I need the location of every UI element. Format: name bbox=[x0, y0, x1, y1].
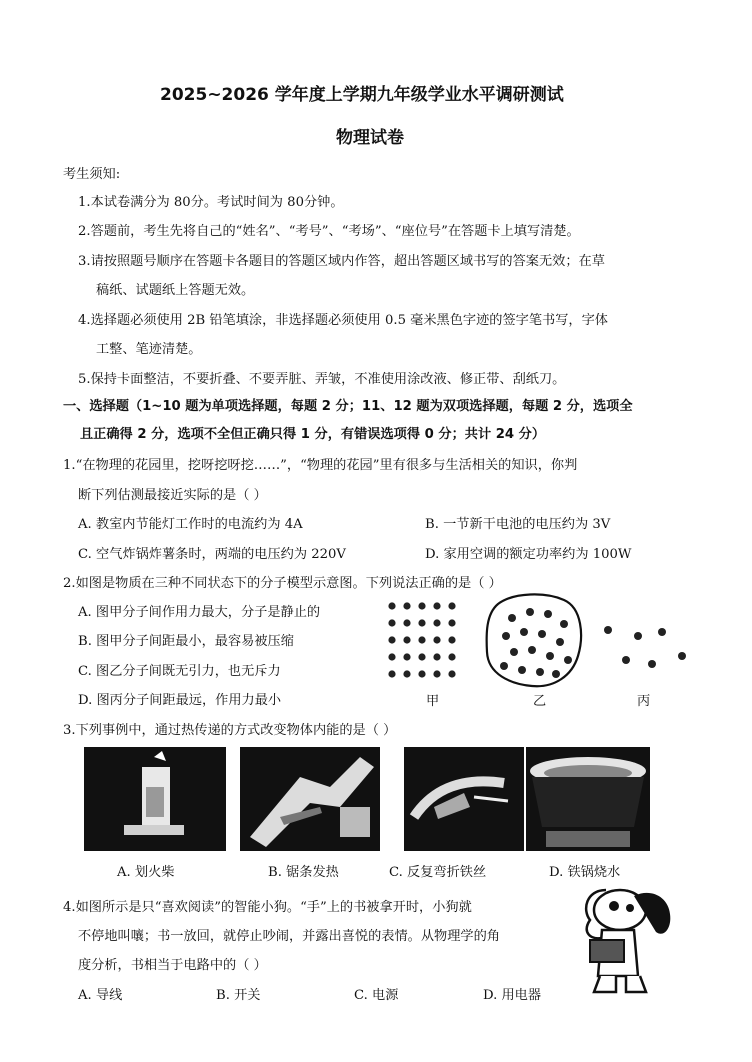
q3-stem: 3.下列事例中，通过热传递的方式改变物体内能的是（ ） bbox=[63, 723, 397, 738]
robot-dog-illustration bbox=[576, 880, 686, 1000]
q1-stem-line1: 1.“在物理的花园里，挖呀挖呀挖……”，“物理的花园”里有很多与生活相关的知识，你判 bbox=[63, 458, 578, 473]
lattice-molecule bbox=[448, 636, 455, 643]
lattice-molecule bbox=[418, 619, 425, 626]
figure-label-bing: 丙 bbox=[637, 694, 651, 709]
notice-item-4-cont: 工整、笔迹清楚。 bbox=[96, 342, 202, 357]
q4-option-a: A. 导线 bbox=[78, 988, 123, 1003]
exam-subtitle: 物理试卷 bbox=[336, 128, 404, 148]
lattice-molecule bbox=[448, 653, 455, 660]
q4-stem-line3: 度分析，书相当于电路中的（ ） bbox=[78, 958, 267, 973]
lattice-molecule bbox=[433, 670, 440, 677]
notice-item-2: 2.答题前，考生先将自己的“姓名”、“考号”、“考场”、“座位号”在答题卡上填写清楚。 bbox=[78, 224, 580, 239]
lattice-molecule bbox=[433, 653, 440, 660]
gas-molecule-diagram bbox=[600, 620, 692, 676]
q1-option-b: B. 一节新干电池的电压约为 3V bbox=[425, 517, 611, 532]
match-striking-photo bbox=[84, 747, 226, 851]
q1-option-d: D. 家用空调的额定功率约为 100W bbox=[425, 547, 632, 562]
notice-item-3-cont: 稿纸、试题纸上答题无效。 bbox=[96, 283, 255, 298]
q3-option-b: B. 锯条发热 bbox=[268, 865, 339, 880]
lattice-molecule bbox=[388, 653, 395, 660]
section1-heading-line1: 一、选择题（1~10 题为单项选择题，每题 2 分；11、12 题为双项选择题，每题 2 分，选项全 bbox=[63, 399, 633, 414]
wire-bending-photo bbox=[404, 747, 524, 851]
q2-option-d: D. 图丙分子间距最远，作用力最小 bbox=[78, 693, 282, 708]
q2-stem: 2.如图是物质在三种不同状态下的分子模型示意图。下列说法正确的是（ ） bbox=[63, 576, 502, 591]
q4-option-b: B. 开关 bbox=[216, 988, 261, 1003]
lattice-molecule bbox=[448, 619, 455, 626]
q3-option-d: D. 铁锅烧水 bbox=[549, 865, 621, 880]
q4-option-c: C. 电源 bbox=[354, 988, 399, 1003]
saw-heating-photo bbox=[240, 747, 380, 851]
notice-item-5: 5.保持卡面整洁，不要折叠、不要弄脏、弄皱，不准使用涂改液、修正带、刮纸刀。 bbox=[78, 372, 566, 387]
q4-stem-line2: 不停地叫嚷；书一放回，就停止吵闹，并露出喜悦的表情。从物理学的角 bbox=[78, 929, 500, 944]
lattice-molecule bbox=[403, 602, 410, 609]
lattice-molecule bbox=[403, 636, 410, 643]
notice-item-4: 4.选择题必须使用 2B 铅笔填涂，非选择题必须使用 0.5 毫米黑色字迹的签字笔书写，字体 bbox=[78, 313, 608, 328]
q2-option-a: A. 图甲分子间作用力最大，分子是静止的 bbox=[78, 605, 321, 620]
q4-option-d: D. 用电器 bbox=[483, 988, 542, 1003]
lattice-molecule bbox=[433, 619, 440, 626]
q1-stem-line2: 断下列估测最接近实际的是（ ） bbox=[78, 488, 267, 503]
lattice-molecule bbox=[403, 653, 410, 660]
notice-item-3: 3.请按照题号顺序在答题卡各题目的答题区域内作答，超出答题区域书写的答案无效；在草 bbox=[78, 254, 605, 269]
lattice-molecule bbox=[448, 602, 455, 609]
q3-option-c: C. 反复弯折铁丝 bbox=[389, 865, 487, 880]
lattice-molecule bbox=[433, 602, 440, 609]
lattice-molecule bbox=[388, 670, 395, 677]
q1-option-c: C. 空气炸锅炸薯条时，两端的电压约为 220V bbox=[78, 547, 346, 562]
iron-pot-boiling-photo bbox=[526, 747, 650, 851]
lattice-molecule bbox=[418, 636, 425, 643]
q3-option-a: A. 划火柴 bbox=[117, 865, 175, 880]
lattice-molecule bbox=[403, 619, 410, 626]
lattice-molecule bbox=[403, 670, 410, 677]
figure-label-yi: 乙 bbox=[533, 694, 547, 709]
lattice-molecule bbox=[418, 670, 425, 677]
q2-option-b: B. 图甲分子间距最小，最容易被压缩 bbox=[78, 634, 294, 649]
q4-stem-line1: 4.如图所示是只“喜欢阅读”的智能小狗。“手”上的书被拿开时，小狗就 bbox=[63, 900, 472, 915]
lattice-molecule bbox=[448, 670, 455, 677]
lattice-molecule bbox=[388, 619, 395, 626]
lattice-molecule bbox=[418, 602, 425, 609]
q2-option-c: C. 图乙分子间既无引力，也无斥力 bbox=[78, 664, 281, 679]
liquid-molecule-diagram bbox=[484, 590, 586, 694]
notice-item-1: 1.本试卷满分为 80分。考试时间为 80分钟。 bbox=[78, 195, 344, 210]
figure-label-jia: 甲 bbox=[426, 694, 440, 709]
notice-heading: 考生须知: bbox=[63, 167, 121, 182]
lattice-molecule bbox=[433, 636, 440, 643]
section1-heading-line2: 且正确得 2 分，选项不全但正确只得 1 分，有错误选项得 0 分；共计 24 分） bbox=[80, 427, 546, 442]
exam-title: 2025~2026 学年度上学期九年级学业水平调研测试 bbox=[160, 85, 564, 105]
lattice-molecule bbox=[418, 653, 425, 660]
q1-option-a: A. 教室内节能灯工作时的电流约为 4A bbox=[78, 517, 303, 532]
lattice-molecule bbox=[388, 636, 395, 643]
solid-molecule-diagram bbox=[384, 598, 460, 688]
lattice-molecule bbox=[388, 602, 395, 609]
